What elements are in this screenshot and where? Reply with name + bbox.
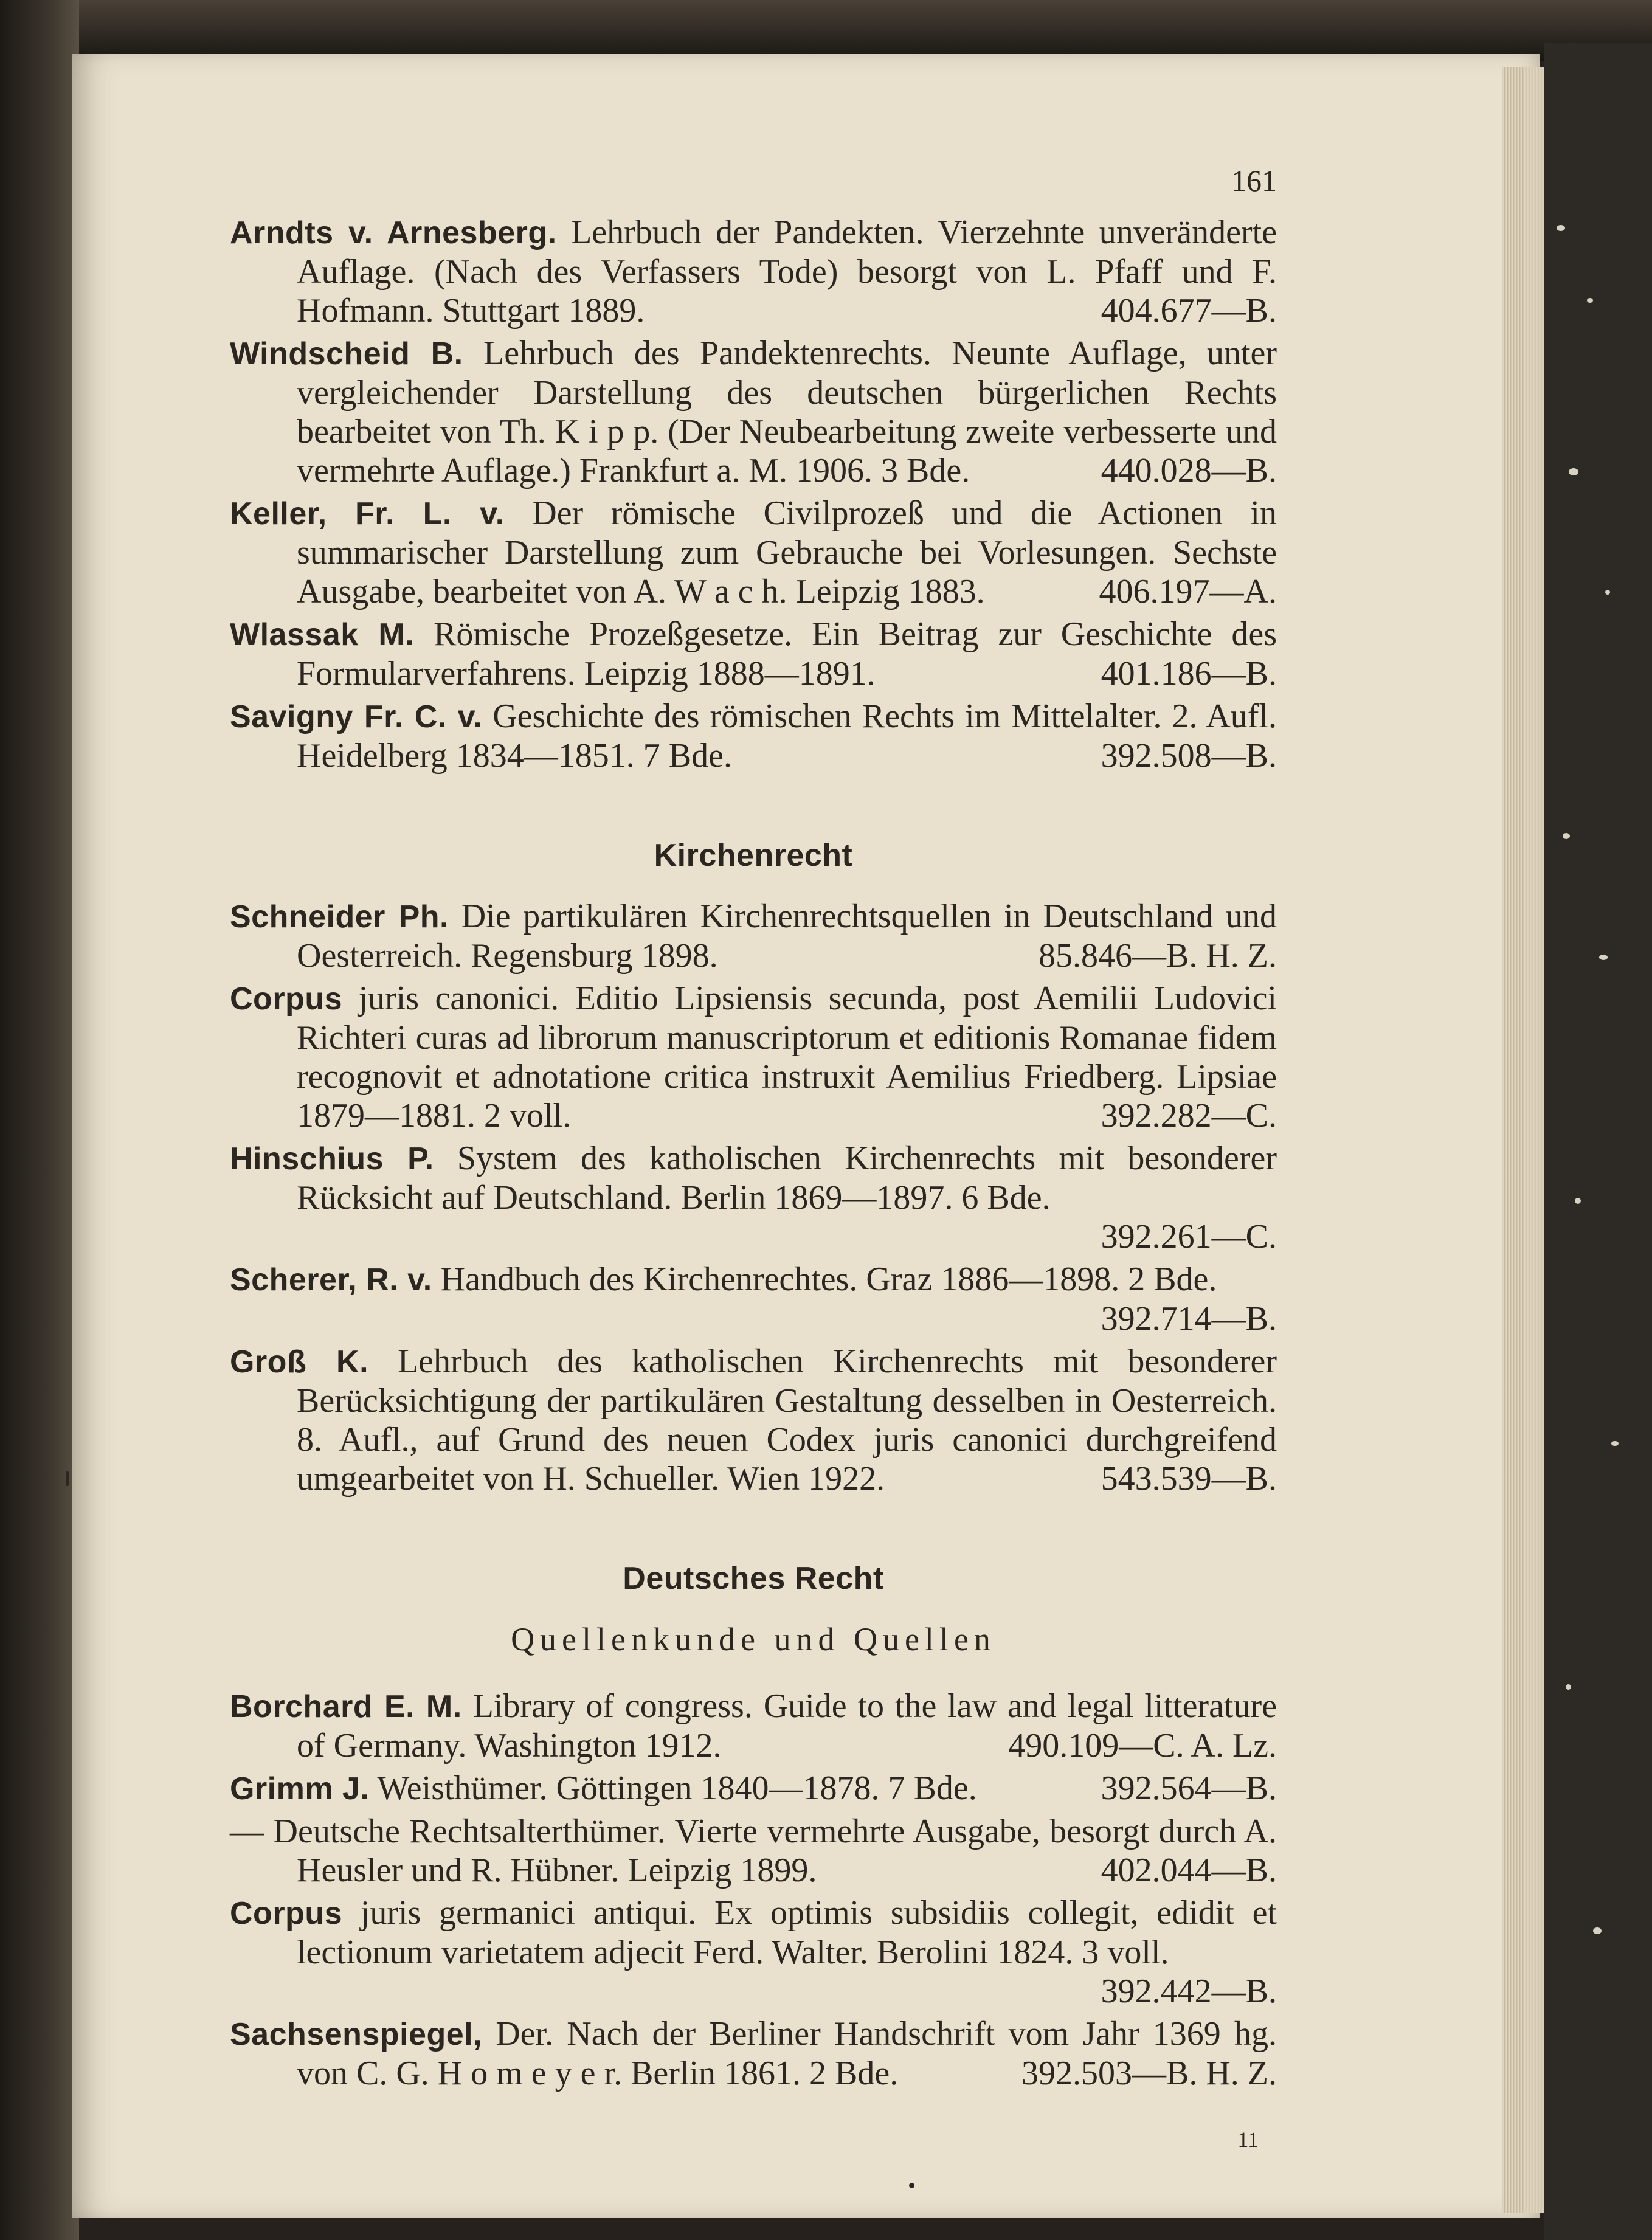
entry-sigla: 402.044—B.: [1101, 1851, 1277, 1889]
bibliography-entry: [230, 213, 1277, 330]
signature-mark: 11: [1237, 2128, 1259, 2152]
entry-sigla: 392.261—C.: [1101, 1218, 1277, 1256]
entry-author: Schneider Ph.: [230, 899, 449, 935]
entry-author: Scherer, R. v.: [230, 1262, 432, 1298]
bibliography-entry: [230, 494, 1277, 611]
entry-sigla: 392.282—C.: [1101, 1097, 1277, 1135]
entry-text: Deutsche Rechtsalterthümer. Vierte vermehrte Ausgabe, besorgt durch A. Heusler und R. Hübner. Leipzig 1899.: [273, 1813, 1277, 1889]
bibliography-entry: [230, 1687, 1277, 1765]
book-spine-left: [0, 0, 79, 2240]
entry-sigla: 392.442—B.: [1101, 1972, 1277, 2010]
bibliography-entry: [230, 1260, 1277, 1338]
entry-author: Groß K.: [230, 1344, 369, 1380]
entry-author: Wlassak M.: [230, 617, 415, 652]
entry-author: Windscheid B.: [230, 336, 463, 372]
entry-text: Library of congress. Guide to the law and legal litterature of Germany. Washington 1912.: [297, 1687, 1277, 1765]
bibliography-entry: [230, 1769, 1277, 1808]
page-edges: [1502, 67, 1544, 2213]
entry-text: Römische Prozeßgesetze. Ein Beitrag zur Geschichte des Formularverfahrens. Leipzig 1888—1891.: [297, 615, 1277, 693]
entry-text: Der römische Civilprozeß und die Actionen in summarischer Darstellung zum Gebrauche bei Vorlesungen. Sechste Ausgabe, bearbeitet von A. W a c h. Leipzig 1883.: [297, 494, 1277, 610]
bibliography-entry: [230, 1812, 1277, 1890]
entry-author: Corpus: [230, 981, 342, 1017]
section-1: [230, 213, 1277, 775]
entry-sigla: 404.677—B.: [1101, 292, 1277, 330]
entry-sigla: 401.186—B.: [1101, 655, 1277, 693]
ink-dot: [66, 1471, 69, 1486]
entry-text: Lehrbuch der Pandekten. Vierzehnte unveränderte Auflage. (Nach des Verfassers Tode) besorgt von L. Pfaff und F. Hofmann. Stuttgart 1889.: [297, 213, 1277, 330]
entry-sigla: 392.508—B.: [1101, 737, 1277, 775]
bibliography-entry: [230, 1139, 1277, 1256]
entry-text: juris canonici. Editio Lipsiensis secunda, post Aemilii Ludovici Richteri curas ad librorum manuscriptorum et editionis Romanae fidem recognovit et adnotatione critica instruxit Aemilius Friedberg. Lipsiae 1879—1881. 2 voll.: [297, 980, 1277, 1135]
bibliography-entry: [230, 979, 1277, 1135]
entry-author: Borchard E. M.: [230, 1689, 462, 1724]
section-3: [230, 1559, 1277, 2093]
bibliography-entry: [230, 1342, 1277, 1498]
bibliography-entry: [230, 334, 1277, 490]
section-2: [230, 836, 1277, 1498]
entry-sigla: 392.564—B.: [1101, 1769, 1277, 1807]
entry-sigla: 543.539—B.: [1101, 1460, 1277, 1498]
entry-author: Arndts v. Arnesberg.: [230, 215, 557, 251]
entry-text: Der. Nach der Berliner Handschrift vom Jahr 1369 hg. von C. G. H o m e y e r. Berlin 1861. 2 Bde.: [297, 2015, 1277, 2092]
bibliography-entry: [230, 697, 1277, 775]
page-number: 161: [1231, 164, 1277, 198]
entry-author: Grimm J.: [230, 1771, 370, 1806]
entry-author: Keller, Fr. L. v.: [230, 496, 505, 531]
bibliography-entry: [230, 897, 1277, 975]
bibliography-entry: [230, 2014, 1277, 2093]
entry-author: —: [230, 1813, 264, 1850]
section-subheading: Quellenkunde und Quellen: [511, 1621, 996, 1658]
entry-sigla: 392.503—B. H. Z.: [1021, 2055, 1277, 2092]
section-heading: Deutsches Recht: [623, 1561, 884, 1596]
entry-text: Handbuch des Kirchenrechtes. Graz 1886—1898. 2 Bde.: [440, 1260, 1217, 1298]
entry-text: Weisthümer. Göttingen 1840—1878. 7 Bde.: [377, 1769, 977, 1807]
bibliography-entry: [230, 1893, 1277, 2011]
entry-text: Lehrbuch des katholischen Kirchenrechts mit besonderer Berücksichtigung der partikulären Gestaltung desselben in Oesterreich. 8. Aufl., auf Grund des neuen Codex juris canonici durchgreifend umgearbeitet von H. Schueller. Wien 1922.: [297, 1343, 1277, 1498]
entry-author: Sachsenspiegel,: [230, 2017, 483, 2052]
entry-text: juris germanici antiqui. Ex optimis subsidiis collegit, edidit et lectionum varietatem adjecit Ferd. Walter. Berolini 1824. 3 voll.: [297, 1894, 1277, 1971]
entry-text: System des katholischen Kirchenrechts mit besonderer Rücksicht auf Deutschland. Berlin 1869—1897. 6 Bde.: [297, 1139, 1277, 1217]
entry-author: Corpus: [230, 1896, 342, 1931]
entry-author: Savigny Fr. C. v.: [230, 699, 483, 735]
book-top-edge: [0, 0, 1652, 61]
entry-sigla: 490.109—C. A. Lz.: [1008, 1727, 1277, 1765]
entry-sigla: 406.197—A.: [1099, 573, 1277, 610]
book-cover-right: [1544, 43, 1652, 2240]
entry-text: Lehrbuch des Pandektenrechts. Neunte Auflage, unter vergleichender Darstellung des deutschen bürgerlichen Rechts bearbeitet von Th. K i p p. (Der Neubearbeitung zweite verbesserte und vermehrte Auflage.) Frankfurt a. M. 1906. 3 Bde.: [297, 334, 1277, 489]
document-body: [230, 213, 1277, 2097]
entry-text: Geschichte des römischen Rechts im Mittelalter. 2. Aufl. Heidelberg 1834—1851. 7 Bde.: [297, 697, 1277, 775]
entry-sigla: 392.714—B.: [1101, 1300, 1277, 1338]
ink-dot: [909, 2183, 914, 2188]
entry-text: Die partikulären Kirchenrechtsquellen in Deutschland und Oesterreich. Regensburg 1898.: [297, 897, 1277, 975]
bibliography-entry: [230, 615, 1277, 693]
section-heading: Kirchenrecht: [654, 838, 853, 873]
entry-sigla: 440.028—B.: [1101, 452, 1277, 489]
entry-sigla: 85.846—B. H. Z.: [1039, 937, 1277, 975]
entry-author: Hinschius P.: [230, 1141, 434, 1177]
